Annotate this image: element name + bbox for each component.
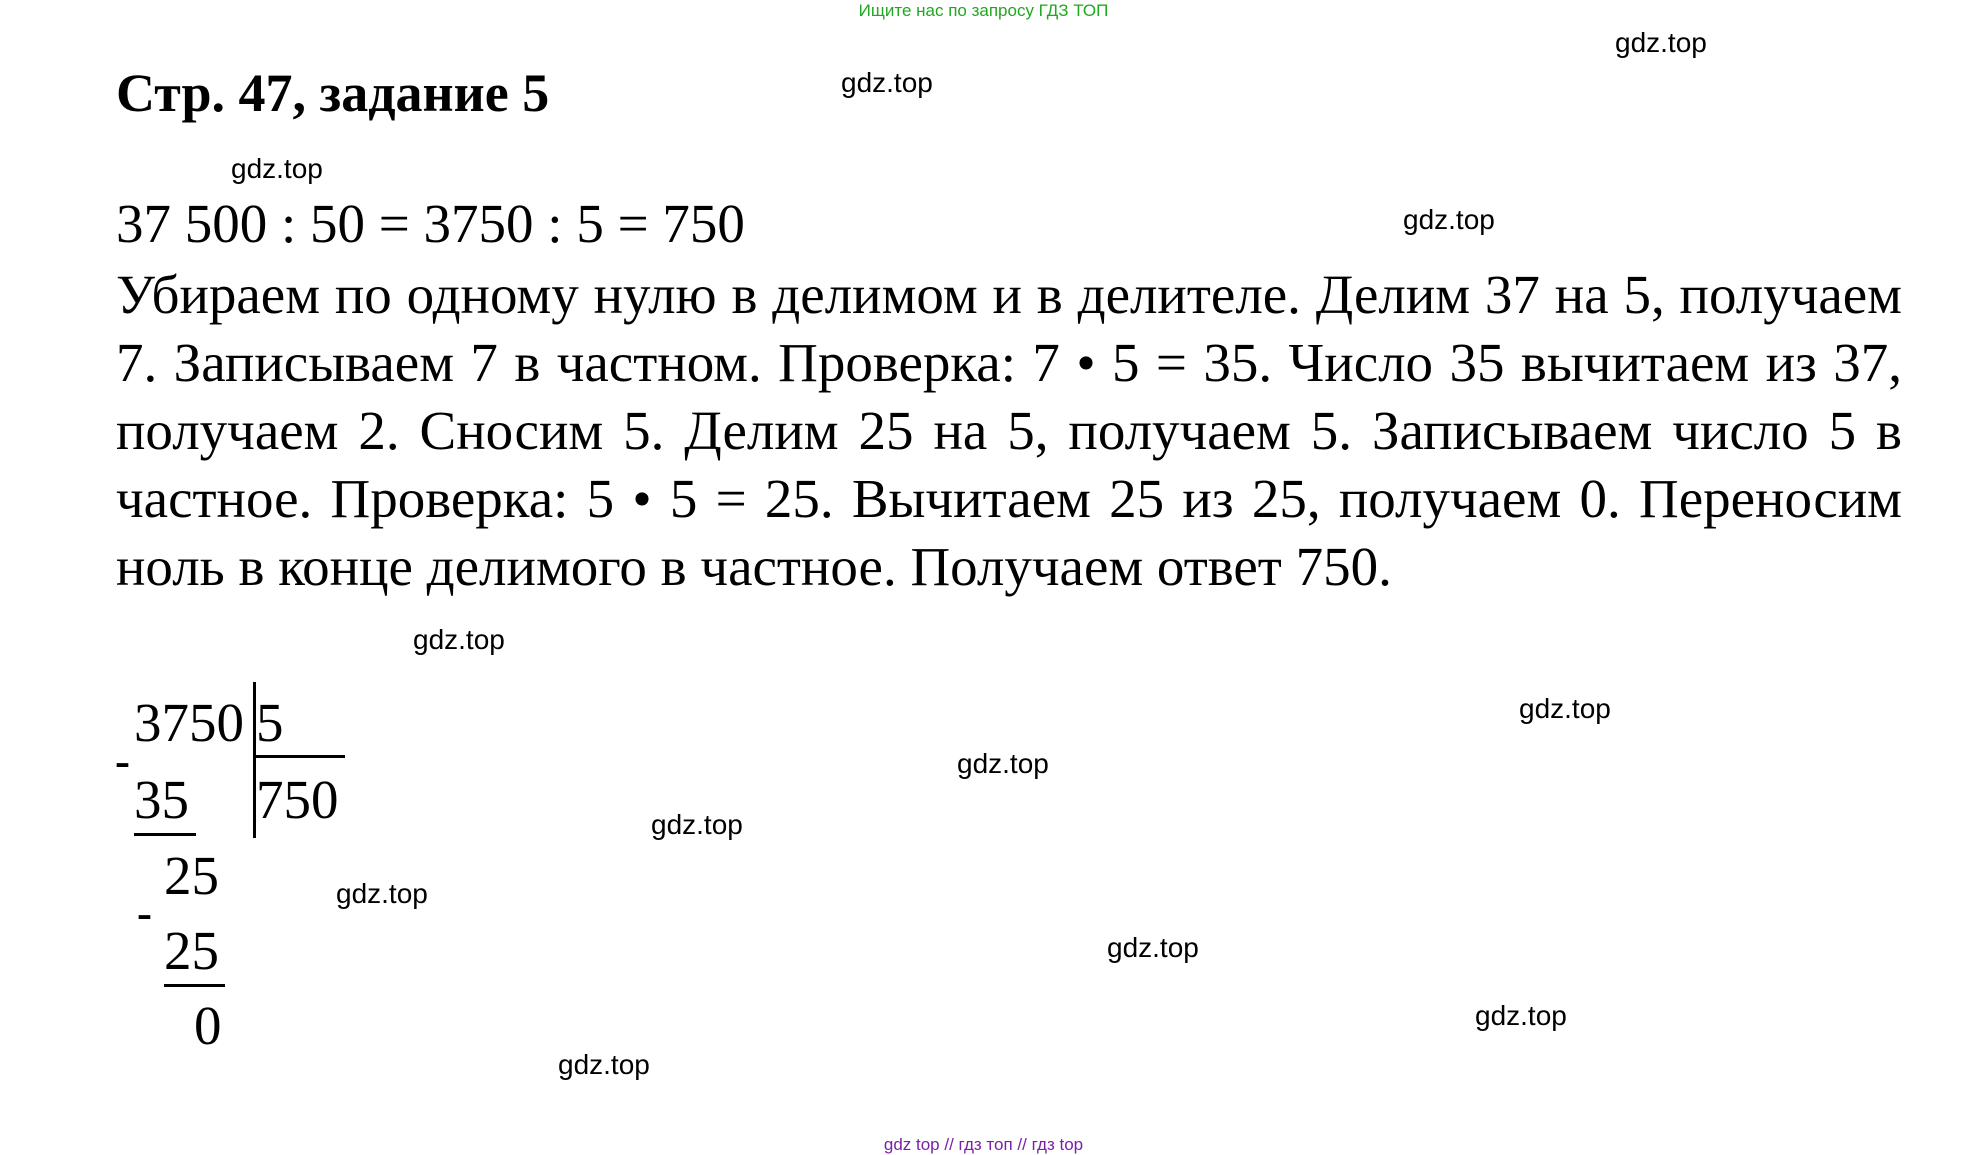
minus-sign-1: - [115, 736, 130, 786]
watermark: gdz.top [1519, 693, 1611, 724]
watermark: gdz.top [651, 809, 743, 840]
dividend: 3750 [134, 692, 244, 753]
watermark: gdz.top [413, 624, 505, 655]
watermark: gdz.top [1107, 932, 1199, 963]
step2-partial: 25 [164, 845, 219, 906]
watermark: gdz.top [957, 748, 1049, 779]
footer-link-2[interactable]: гдз топ [958, 1135, 1013, 1154]
watermark: gdz.top [231, 153, 323, 184]
footer-link-1[interactable]: gdz top [883, 1135, 940, 1154]
step1-underline [134, 833, 196, 836]
watermark: gdz.top [841, 67, 933, 98]
step1-subtrahend: 35 [134, 769, 189, 830]
watermark: gdz.top [1475, 1000, 1567, 1031]
main-equation: 37 500 : 50 = 3750 : 5 = 750 [116, 193, 745, 254]
step2-underline [164, 984, 225, 987]
minus-sign-2: - [137, 888, 152, 938]
division-horizontal-line [253, 755, 345, 758]
watermark: gdz.top [336, 878, 428, 909]
remainder: 0 [194, 995, 222, 1056]
divisor: 5 [256, 692, 284, 753]
watermark: gdz.top [1403, 204, 1495, 235]
footer-links [0, 1135, 1967, 1155]
footer-link-3[interactable]: гдз top [1031, 1135, 1084, 1154]
footer-separator: // [1017, 1135, 1027, 1154]
footer-separator: // [944, 1135, 954, 1154]
watermark: gdz.top [1615, 27, 1707, 58]
page-title: Стр. 47, задание 5 [116, 63, 550, 123]
step2-subtrahend: 25 [164, 920, 219, 981]
quotient: 750 [256, 769, 339, 830]
search-hint-banner: Ищите нас по запросу ГДЗ ТОП [858, 1, 1109, 20]
solution-explanation: Убираем по одному нулю в делимом и в делителе. Делим 37 на 5, получаем 7. Записываем 7 в частном. Проверка: 7 • 5 = 35. Число 35 вычитаем из 37, получаем 2. Сносим 5. Делим 25 на 5, получаем 5. Записываем число 5 в частное. Проверка: 5 • 5 = 25. Вычитаем 25 из 25, получаем 0. Переносим ноль в конце делимого в частное. Получаем ответ 750. [116, 264, 1902, 597]
watermark: gdz.top [558, 1049, 650, 1080]
